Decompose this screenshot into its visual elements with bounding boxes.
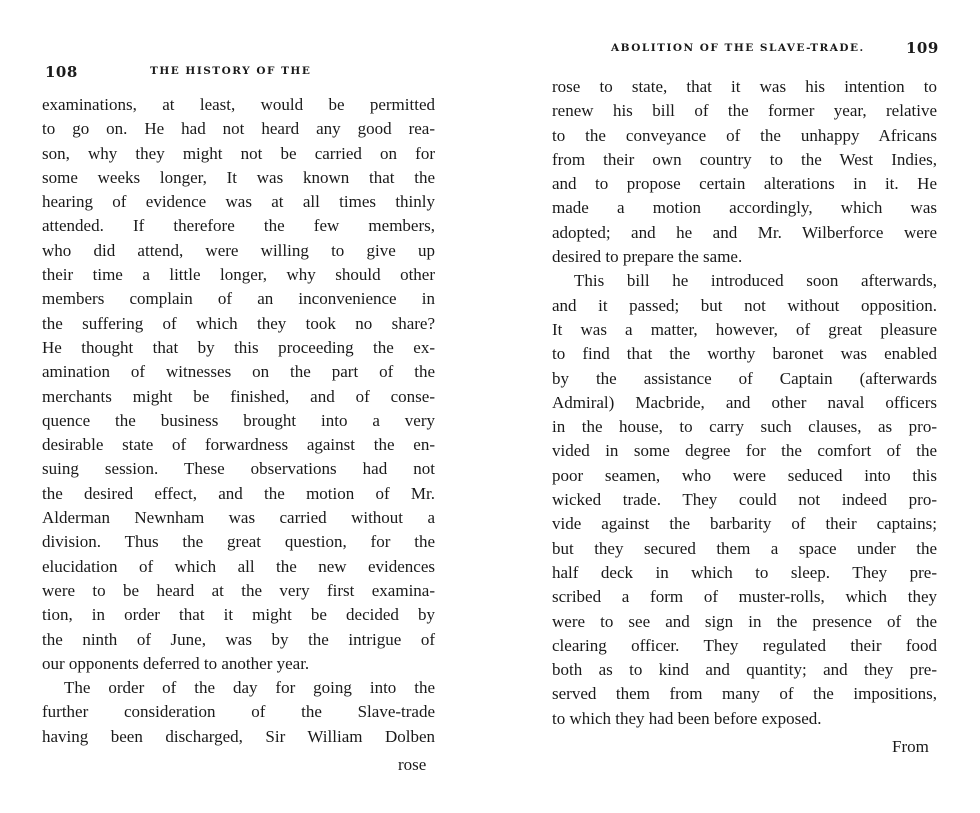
text-line: He thought that by this proceeding the ex- <box>42 337 435 357</box>
text-line: their time a little longer, why should other <box>42 265 435 285</box>
text-line: vide against the barbarity of their captains; <box>552 514 937 534</box>
text-line: made a motion accordingly, which was <box>552 198 937 218</box>
text-line: quence the business brought into a very <box>42 410 435 430</box>
left-page-text <box>42 93 435 749</box>
text-line: merchants might be finished, and of conse- <box>42 386 435 406</box>
text-line: and to propose certain alterations in it. He <box>552 174 937 194</box>
text-line: both as to kind and quantity; and they pre- <box>552 660 937 680</box>
paragraph-start-line: This bill he introduced soon afterwards, <box>574 271 937 291</box>
text-line: vided in some degree for the comfort of the <box>552 441 937 461</box>
text-line: amination of witnesses on the part of the <box>42 362 435 382</box>
text-line: who did attend, were willing to give up <box>42 240 435 260</box>
text-line: the ninth of June, was by the intrigue of <box>42 629 435 649</box>
text-line: to which they had been before exposed. <box>552 708 822 728</box>
text-line: tion, in order that it might be decided by <box>42 605 435 625</box>
text-line: clearing officer. They regulated their food <box>552 635 937 655</box>
text-line: were to be heard at the very first examina- <box>42 580 435 600</box>
text-line: attended. If therefore the few members, <box>42 216 435 236</box>
text-line: desired to prepare the same. <box>552 247 743 267</box>
text-line: were to see and sign in the presence of the <box>552 611 937 631</box>
text-line: Alderman Newnham was carried without a <box>42 508 435 528</box>
text-line: from their own country to the West Indies, <box>552 149 937 169</box>
text-line: elucidation of which all the new evidences <box>42 556 435 576</box>
right-page-text <box>552 75 937 731</box>
text-line: poor seamen, who were seduced into this <box>552 465 937 485</box>
text-line: wicked trade. They could not indeed pro- <box>552 490 937 510</box>
text-line: hearing of evidence was at all times thinly <box>42 192 435 212</box>
text-line: half deck in which to sleep. They pre- <box>552 562 937 582</box>
text-line: suing session. These observations had not <box>42 459 435 479</box>
page-number: 108 <box>45 63 78 81</box>
text-line: renew his bill of the former year, relative <box>552 101 937 121</box>
text-line: It was a matter, however, of great pleasure <box>552 319 937 339</box>
text-line: scribed a form of muster-rolls, which they <box>552 587 937 607</box>
text-line: having been discharged, Sir William Dolben <box>42 726 435 746</box>
page-number: 109 <box>906 39 939 57</box>
paragraph-start-line: The order of the day for going into the <box>64 678 435 698</box>
text-line: examinations, at least, would be permitted <box>42 95 435 114</box>
text-line: the desired effect, and the motion of Mr. <box>42 483 435 503</box>
text-line: adopted; and he and Mr. Wilberforce were <box>552 222 937 242</box>
text-line: to find that the worthy baronet was enabled <box>552 344 937 364</box>
text-line: further consideration of the Slave-trade <box>42 702 435 722</box>
text-line: desirable state of forwardness against the en- <box>42 435 435 455</box>
right-page <box>490 0 980 813</box>
text-line: the suffering of which they took no share? <box>42 313 435 333</box>
catchword: rose <box>398 755 427 774</box>
catchword: From <box>892 737 929 756</box>
text-line: rose to state, that it was his intention to <box>552 77 937 96</box>
text-line: and it passed; but not without opposition. <box>552 295 937 315</box>
text-line: division. Thus the great question, for the <box>42 532 435 552</box>
text-line: Admiral) Macbride, and other naval officers <box>552 392 937 412</box>
text-line: son, why they might not be carried on for <box>42 143 435 163</box>
running-head: ABOLITION OF THE SLAVE-TRADE. <box>611 42 865 54</box>
text-line: by the assistance of Captain (afterwards <box>552 368 937 388</box>
text-line: some weeks longer, It was known that the <box>42 167 435 187</box>
text-line: members complain of an inconvenience in <box>42 289 435 309</box>
text-line: but they secured them a space under the <box>552 538 937 558</box>
text-line: our opponents deferred to another year. <box>42 653 310 673</box>
running-head: THE HISTORY OF THE <box>150 65 312 77</box>
text-line: to the conveyance of the unhappy Africans <box>552 125 937 145</box>
text-line: in the house, to carry such clauses, as pro- <box>552 417 937 437</box>
text-line: served them from many of the impositions, <box>552 684 937 704</box>
text-line: to go on. He had not heard any good rea- <box>42 119 435 139</box>
